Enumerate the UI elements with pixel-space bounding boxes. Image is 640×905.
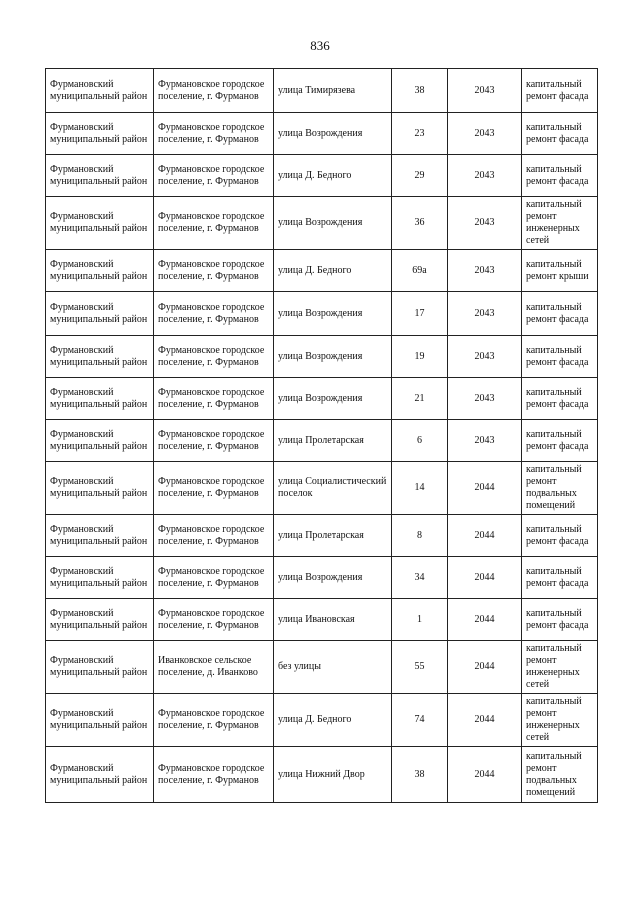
table-row <box>46 641 598 694</box>
house-number-cell: 38 <box>392 69 448 113</box>
work-type-cell: капитальный ремонт фасада <box>522 69 598 113</box>
year-cell: 2043 <box>448 197 522 250</box>
street-cell: улица Возрождения <box>274 336 392 378</box>
work-type-cell: капитальный ремонт фасада <box>522 599 598 641</box>
work-type-cell: капитальный ремонт подвальных помещений <box>522 747 598 803</box>
work-type-cell: капитальный ремонт инженерных сетей <box>522 694 598 747</box>
settlement-cell: Фурмановское городское поселение, г. Фурманов <box>154 197 274 250</box>
year-cell: 2043 <box>448 292 522 336</box>
street-cell: улица Возрождения <box>274 292 392 336</box>
district-cell: Фурмановский муниципальный район <box>46 292 154 336</box>
district-cell: Фурмановский муниципальный район <box>46 69 154 113</box>
street-cell: улица Д. Бедного <box>274 250 392 292</box>
street-cell: улица Возрождения <box>274 197 392 250</box>
district-cell: Фурмановский муниципальный район <box>46 557 154 599</box>
district-cell: Фурмановский муниципальный район <box>46 462 154 515</box>
settlement-cell: Фурмановское городское поселение, г. Фурманов <box>154 557 274 599</box>
district-cell: Фурмановский муниципальный район <box>46 336 154 378</box>
street-cell: улица Ивановская <box>274 599 392 641</box>
work-type-cell: капитальный ремонт фасада <box>522 378 598 420</box>
table-row <box>46 155 598 197</box>
settlement-cell: Фурмановское городское поселение, г. Фурманов <box>154 515 274 557</box>
settlement-cell: Фурмановское городское поселение, г. Фурманов <box>154 336 274 378</box>
table-row <box>46 420 598 462</box>
house-number-cell: 74 <box>392 694 448 747</box>
table-row <box>46 69 598 113</box>
house-number-cell: 19 <box>392 336 448 378</box>
street-cell: улица Возрождения <box>274 557 392 599</box>
work-type-cell: капитальный ремонт фасада <box>522 155 598 197</box>
district-cell: Фурмановский муниципальный район <box>46 694 154 747</box>
year-cell: 2043 <box>448 69 522 113</box>
district-cell: Фурмановский муниципальный район <box>46 197 154 250</box>
street-cell: улица Возрождения <box>274 378 392 420</box>
year-cell: 2044 <box>448 599 522 641</box>
work-type-cell: капитальный ремонт крыши <box>522 250 598 292</box>
table-row <box>46 462 598 515</box>
work-type-cell: капитальный ремонт фасада <box>522 420 598 462</box>
street-cell: улица Возрождения <box>274 113 392 155</box>
year-cell: 2044 <box>448 557 522 599</box>
street-cell: улица Пролетарская <box>274 515 392 557</box>
work-type-cell: капитальный ремонт фасада <box>522 336 598 378</box>
table-row <box>46 336 598 378</box>
house-number-cell: 38 <box>392 747 448 803</box>
table-row <box>46 378 598 420</box>
house-number-cell: 6 <box>392 420 448 462</box>
table-row <box>46 694 598 747</box>
work-type-cell: капитальный ремонт инженерных сетей <box>522 197 598 250</box>
house-number-cell: 36 <box>392 197 448 250</box>
settlement-cell: Фурмановское городское поселение, г. Фурманов <box>154 292 274 336</box>
district-cell: Фурмановский муниципальный район <box>46 515 154 557</box>
year-cell: 2043 <box>448 155 522 197</box>
year-cell: 2044 <box>448 515 522 557</box>
settlement-cell: Фурмановское городское поселение, г. Фурманов <box>154 113 274 155</box>
table-row <box>46 250 598 292</box>
district-cell: Фурмановский муниципальный район <box>46 747 154 803</box>
district-cell: Фурмановский муниципальный район <box>46 250 154 292</box>
year-cell: 2043 <box>448 420 522 462</box>
settlement-cell: Фурмановское городское поселение, г. Фурманов <box>154 694 274 747</box>
house-number-cell: 1 <box>392 599 448 641</box>
district-cell: Фурмановский муниципальный район <box>46 420 154 462</box>
year-cell: 2044 <box>448 641 522 694</box>
work-type-cell: капитальный ремонт инженерных сетей <box>522 641 598 694</box>
year-cell: 2044 <box>448 694 522 747</box>
page-number: 836 <box>310 38 330 53</box>
district-cell: Фурмановский муниципальный район <box>46 155 154 197</box>
work-type-cell: капитальный ремонт фасада <box>522 113 598 155</box>
house-number-cell: 8 <box>392 515 448 557</box>
year-cell: 2044 <box>448 747 522 803</box>
table-row <box>46 557 598 599</box>
street-cell: улица Нижний Двор <box>274 747 392 803</box>
house-number-cell: 69а <box>392 250 448 292</box>
street-cell: улица Д. Бедного <box>274 155 392 197</box>
house-number-cell: 14 <box>392 462 448 515</box>
street-cell: улица Тимирязева <box>274 69 392 113</box>
year-cell: 2043 <box>448 378 522 420</box>
district-cell: Фурмановский муниципальный район <box>46 599 154 641</box>
district-cell: Фурмановский муниципальный район <box>46 641 154 694</box>
house-number-cell: 29 <box>392 155 448 197</box>
house-number-cell: 21 <box>392 378 448 420</box>
year-cell: 2043 <box>448 336 522 378</box>
house-number-cell: 34 <box>392 557 448 599</box>
work-type-cell: капитальный ремонт подвальных помещений <box>522 462 598 515</box>
year-cell: 2044 <box>448 462 522 515</box>
settlement-cell: Фурмановское городское поселение, г. Фурманов <box>154 420 274 462</box>
work-type-cell: капитальный ремонт фасада <box>522 515 598 557</box>
table-row <box>46 747 598 803</box>
work-type-cell: капитальный ремонт фасада <box>522 292 598 336</box>
settlement-cell: Фурмановское городское поселение, г. Фурманов <box>154 69 274 113</box>
district-cell: Фурмановский муниципальный район <box>46 113 154 155</box>
settlement-cell: Фурмановское городское поселение, г. Фурманов <box>154 462 274 515</box>
table-row <box>46 113 598 155</box>
house-number-cell: 55 <box>392 641 448 694</box>
year-cell: 2043 <box>448 250 522 292</box>
table-row <box>46 515 598 557</box>
work-type-cell: капитальный ремонт фасада <box>522 557 598 599</box>
settlement-cell: Фурмановское городское поселение, г. Фурманов <box>154 599 274 641</box>
street-cell: улица Социалистический поселок <box>274 462 392 515</box>
settlement-cell: Фурмановское городское поселение, г. Фурманов <box>154 378 274 420</box>
settlement-cell: Фурмановское городское поселение, г. Фурманов <box>154 747 274 803</box>
house-number-cell: 17 <box>392 292 448 336</box>
district-cell: Фурмановский муниципальный район <box>46 378 154 420</box>
street-cell: улица Д. Бедного <box>274 694 392 747</box>
year-cell: 2043 <box>448 113 522 155</box>
settlement-cell: Фурмановское городское поселение, г. Фурманов <box>154 155 274 197</box>
table-row <box>46 197 598 250</box>
table-row <box>46 292 598 336</box>
street-cell: улица Пролетарская <box>274 420 392 462</box>
house-number-cell: 23 <box>392 113 448 155</box>
table-row <box>46 599 598 641</box>
repair-schedule-table <box>45 68 598 803</box>
street-cell: без улицы <box>274 641 392 694</box>
settlement-cell: Фурмановское городское поселение, г. Фурманов <box>154 250 274 292</box>
settlement-cell: Иванковское сельское поселение, д. Иванково <box>154 641 274 694</box>
